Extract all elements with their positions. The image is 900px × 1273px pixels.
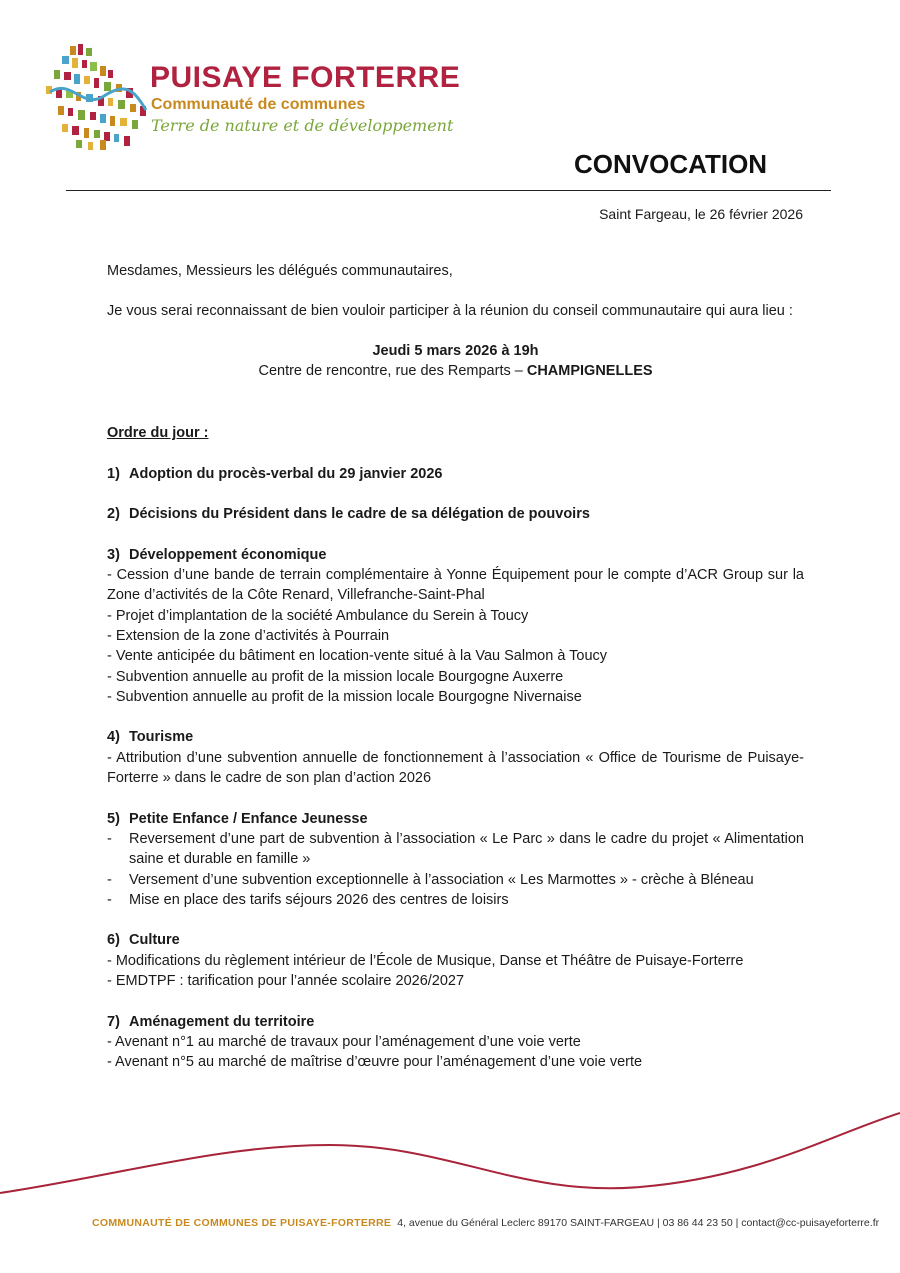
agenda-line: - Modifications du règlement intérieur de l’École de Musique, Danse et Théâtre de Puisaye-Forterre [107, 952, 744, 969]
agenda-item-5 [107, 809, 804, 910]
org-slogan: Terre de nature et de développement [151, 116, 454, 135]
agenda-title: Ordre du jour : [107, 425, 209, 441]
place-date: Saint Fargeau, le 26 février 2026 [599, 206, 803, 222]
agenda-line-text: Mise en place des tarifs séjours 2026 des centres de loisirs [129, 891, 509, 908]
meeting-details [107, 341, 804, 382]
agenda-line: - Subvention annuelle au profit de la mission locale Bourgogne Nivernaise [107, 688, 582, 705]
intro-paragraph: Je vous serai reconnaissant de bien vouloir participer à la réunion du conseil communautaire qui aura lieu : [107, 303, 793, 319]
meeting-town: CHAMPIGNELLES [526, 363, 653, 380]
agenda-item-title: Aménagement du territoire [129, 1013, 315, 1030]
agenda-line: - Reversement d’une part de subvention à l’association « Le Parc » dans le cadre du projet « Alimentation saine et durable en famille » [107, 829, 804, 870]
agenda-item-1 [107, 464, 804, 484]
agenda-item-title: Adoption du procès-verbal du 29 janvier 2026 [129, 465, 443, 482]
document-title: CONVOCATION [574, 149, 768, 179]
agenda-line-text: Versement d’une subvention exceptionnelle à l’association « Les Marmottes » - crèche à Bléneau [129, 871, 754, 888]
agenda-line-text: Reversement d’une part de subvention à l’association « Le Parc » dans le cadre du projet « Alimentation saine et durable en famille » [129, 830, 804, 868]
agenda-item-title: Décisions du Président dans le cadre de sa délégation de pouvoirs [129, 506, 590, 523]
footer [92, 1217, 879, 1229]
agenda-item-title: Développement économique [129, 546, 327, 563]
agenda-line: - Extension de la zone d’activités à Pourrain [107, 627, 390, 644]
org-name: PUISAYE FORTERRE [150, 61, 461, 94]
agenda-item-2 [107, 504, 804, 524]
agenda-line: - Mise en place des tarifs séjours 2026 des centres de loisirs [107, 890, 804, 910]
agenda-item-7 [107, 1012, 804, 1073]
agenda-item-title: Petite Enfance / Enfance Jeunesse [129, 810, 368, 827]
agenda-line: - Cession d’une bande de terrain complémentaire à Yonne Équipement pour le compte d’ACR Group sur la Zone d’activités de la Côte Renard, Villefranche-Saint-Phal [107, 567, 804, 604]
agenda-line: - Versement d’une subvention exceptionnelle à l’association « Les Marmottes » - crèche à Bléneau [107, 870, 804, 890]
agenda-line: - Avenant n°1 au marché de travaux pour l’aménagement d’une voie verte [107, 1033, 581, 1050]
agenda-line: - Vente anticipée du bâtiment en location-vente situé à la Vau Salmon à Toucy [107, 648, 608, 665]
agenda-line: - Avenant n°5 au marché de maîtrise d’œuvre pour l’aménagement d’une voie verte [107, 1054, 643, 1071]
footer-contact: 4, avenue du Général Leclerc 89170 SAINT-FARGEAU | 03 86 44 23 50 | contact@cc-puisayeforterre.fr [397, 1217, 880, 1229]
territory-mosaic-logo-icon [42, 40, 154, 152]
agenda-item-6 [107, 930, 804, 991]
agenda-item-3 [107, 545, 804, 707]
agenda-item-number: 3) [107, 546, 120, 563]
agenda-item-number: 5) [107, 810, 120, 827]
meeting-location [107, 361, 804, 381]
agenda-item-number: 4) [107, 729, 120, 746]
agenda-item-number: 6) [107, 932, 120, 949]
agenda-item-title: Tourisme [129, 729, 194, 746]
meeting-venue: Centre de rencontre, rue des Remparts – [258, 363, 527, 380]
org-type: Communauté de communes [151, 96, 366, 113]
decorative-wave [0, 1105, 900, 1230]
salutation: Mesdames, Messieurs les délégués communautaires, [107, 263, 453, 279]
agenda-item-number: 7) [107, 1013, 120, 1030]
agenda-line: - Attribution d’une subvention annuelle de fonctionnement à l’association « Office de Tourisme de Puisaye-Forterre » dans le cadre de son plan d’action 2026 [107, 749, 804, 787]
title-divider [66, 190, 831, 191]
agenda-line: - EMDTPF : tarification pour l’année scolaire 2026/2027 [107, 973, 465, 990]
agenda [107, 423, 804, 1093]
agenda-item-4 [107, 727, 804, 788]
agenda-line: - Subvention annuelle au profit de la mission locale Bourgogne Auxerre [107, 668, 564, 685]
footer-org: COMMUNAUTÉ DE COMMUNES DE PUISAYE-FORTERRE [92, 1217, 392, 1229]
agenda-item-title: Culture [129, 932, 180, 949]
agenda-line: - Projet d’implantation de la société Ambulance du Serein à Toucy [107, 607, 529, 624]
meeting-datetime: Jeudi 5 mars 2026 à 19h [372, 343, 539, 359]
agenda-item-number: 1) [107, 465, 120, 482]
agenda-item-number: 2) [107, 506, 120, 523]
